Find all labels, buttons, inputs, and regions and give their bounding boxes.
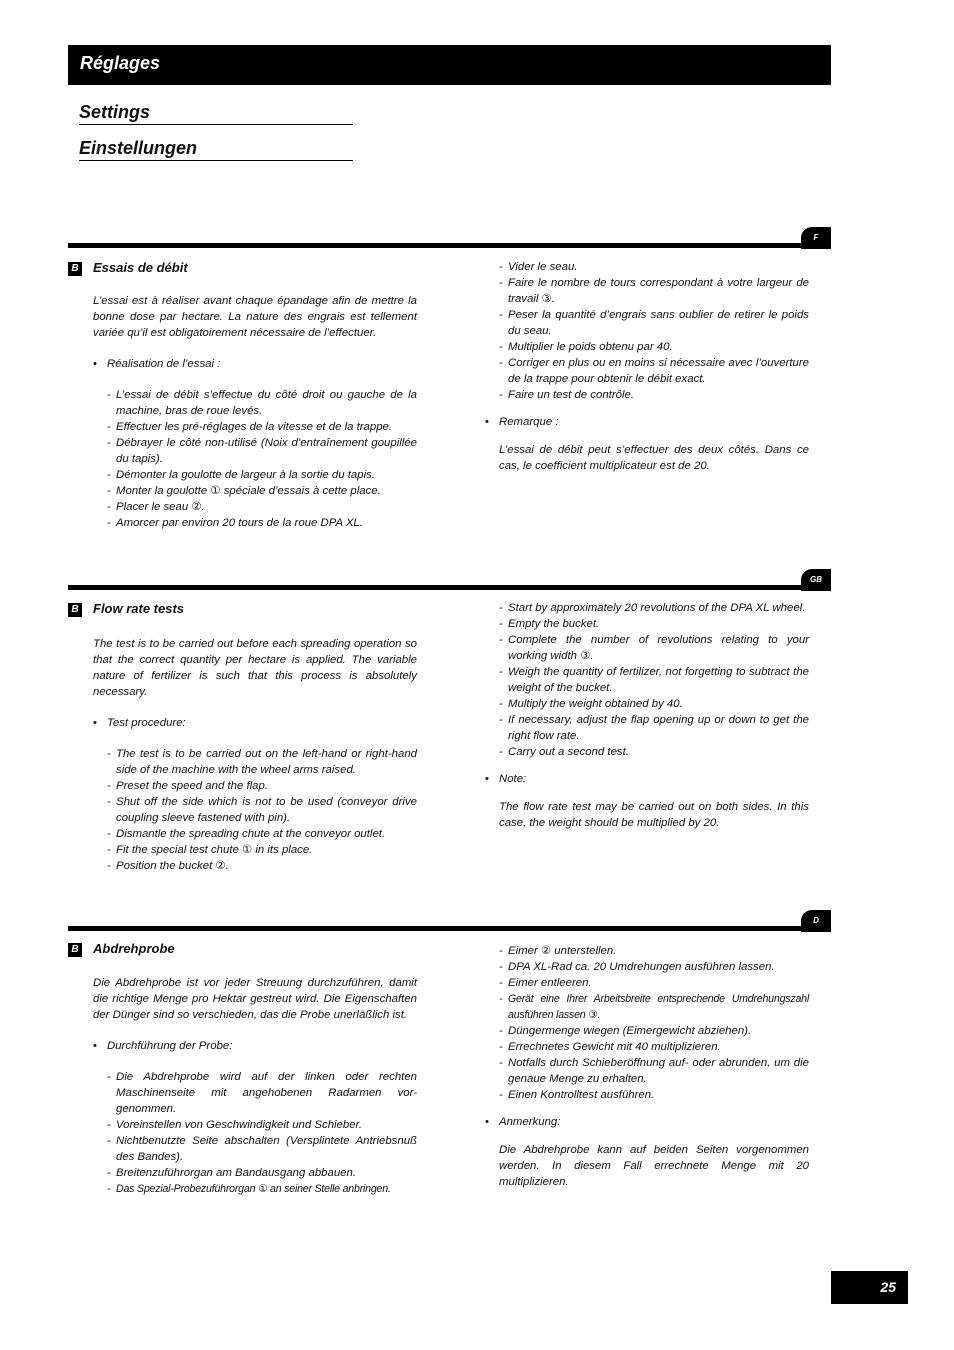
list-item: - Eimer ② unterstellen.: [499, 943, 809, 959]
list-item: - Preset the speed and the flap.: [107, 778, 417, 794]
note-text-gb: The flow rate test may be carried out on both sides. In this case, the weight should be multiplied by 20.: [499, 801, 809, 829]
steps-list-left-fr: [93, 387, 417, 531]
list-item: - Weigh the quantity of fertilizer, not forgetting to subtract the weight of the bucket.: [499, 664, 809, 696]
language-tab-gb: GB: [801, 569, 831, 591]
section-rule-de: [68, 926, 831, 931]
list-item: - Nichtbenutzte Seite abschalten (Versplintete Antriebsnuß des Bandes).: [107, 1133, 417, 1165]
list-item: - Dismantle the spreading chute at the conveyor outlet.: [107, 826, 417, 842]
list-item: - Breitenzuführorgan am Bandausgang abbauen.: [107, 1165, 417, 1181]
steps-list-left-de: [93, 1069, 417, 1197]
list-item: - Gerät eine Ihrer Arbeitsbreite entsprechende Umdrehungszahl ausführen lassen ③.: [499, 991, 809, 1023]
column-right-fr: [485, 259, 809, 474]
list-item: - Start by approximately 20 revolutions of the DPA XL wheel.: [499, 600, 809, 616]
note-label-fr: • Remarque :: [485, 414, 809, 430]
section-badge-fr: B: [68, 262, 82, 276]
list-item: - DPA XL-Rad ca. 20 Umdrehungen ausführen lassen.: [499, 959, 809, 975]
page-number: 25: [831, 1271, 908, 1304]
steps-list-right-gb: [485, 600, 809, 760]
column-left-fr: [93, 293, 417, 531]
intro-text-de: Die Abdrehprobe ist vor jeder Streuung durchzuführen, damit die richtige Menge pro Hektar gestreut wird. Die Eigenschaften der Dünger sind so verschieden, das die Probe unerläßlich ist.: [93, 977, 417, 1021]
intro-text-fr: L’essai est à réaliser avant chaque épandage afin de mettre la bonne dose par hectare. La nature des engrais est tellement variée qu’il est obligatoirement nécessaire de l’effectuer.: [93, 295, 417, 339]
section-heading-fr: Essais de débit: [93, 260, 188, 275]
column-left-de: [93, 975, 417, 1197]
note-label-de: • Anmerkung:: [485, 1114, 809, 1130]
list-item: - L’essai de débit s’effectue du côté droit ou gauche de la machine, bras de roue levés.: [107, 387, 417, 419]
steps-list-right-de: [485, 943, 809, 1103]
list-item: - Multiplier le poids obtenu par 40.: [499, 339, 809, 355]
list-item: - If necessary, adjust the flap opening up or down to get the right flow rate.: [499, 712, 809, 744]
list-item: - Amorcer par environ 20 tours de la roue DPA XL.: [107, 515, 417, 531]
list-item: - Multiply the weight obtained by 40.: [499, 696, 809, 712]
list-item: - Placer le seau ②.: [107, 499, 417, 515]
list-item: - Peser la quantité d’engrais sans oublier de retirer le poids du seau.: [499, 307, 809, 339]
list-item: - Monter la goulotte ① spéciale d’essais à cette place.: [107, 483, 417, 499]
list-item: - Position the bucket ②.: [107, 858, 417, 874]
list-item: - Eimer entleeren.: [499, 975, 809, 991]
list-item: - Faire un test de contrôle.: [499, 387, 809, 403]
list-item: - Düngermenge wiegen (Eimergewicht abziehen).: [499, 1023, 809, 1039]
list-item: - Vider le seau.: [499, 259, 809, 275]
list-item: - Notfalls durch Schieberöffnung auf- oder abrunden, um die genaue Menge zu erhalten.: [499, 1055, 809, 1087]
steps-list-left-gb: [93, 746, 417, 874]
subtitle-german: Einstellungen: [79, 137, 353, 161]
subtitle-english: Settings: [79, 101, 353, 125]
list-item: - Complete the number of revolutions relating to your working width ③.: [499, 632, 809, 664]
section-badge-gb: B: [68, 603, 82, 617]
list-item: - Débrayer le côté non-utilisé (Noix d’entraînement goupillée du tapis).: [107, 435, 417, 467]
list-item: - Fit the special test chute ① in its place.: [107, 842, 417, 858]
note-label-gb: • Note:: [485, 771, 809, 787]
list-item: - Démonter la goulotte de largeur à la sortie du tapis.: [107, 467, 417, 483]
list-item: - Das Spezial-Probezuführorgan ① an seiner Stelle anbringen.: [107, 1181, 417, 1197]
section-rule-fr: [68, 243, 831, 248]
section-rule-gb: [68, 585, 831, 590]
list-item: - Errechnetes Gewicht mit 40 multiplizieren.: [499, 1039, 809, 1055]
language-tab-de: D: [801, 910, 831, 932]
column-right-gb: [485, 600, 809, 831]
column-left-gb: [93, 636, 417, 874]
list-item: - Einen Kontrolltest ausführen.: [499, 1087, 809, 1103]
list-item: - Empty the bucket.: [499, 616, 809, 632]
procedure-label-fr: • Réalisation de l’essai :: [93, 356, 417, 372]
list-item: - Corriger en plus ou en moins si nécessaire avec l’ouverture de la trappe pour obtenir le débit exact.: [499, 355, 809, 387]
column-right-de: [485, 943, 809, 1190]
language-tab-fr: F: [801, 227, 831, 249]
list-item: - Faire le nombre de tours correspondant à votre largeur de travail ③.: [499, 275, 809, 307]
procedure-label-de: • Durchführung der Probe:: [93, 1038, 417, 1054]
section-heading-gb: Flow rate tests: [93, 601, 185, 616]
note-text-fr: L’essai de débit peut s’effectuer des deux côtés. Dans ce cas, le coefficient multiplicateur est de 20.: [499, 444, 809, 472]
list-item: - Voreinstellen von Geschwindigkeit und Schieber.: [107, 1117, 417, 1133]
steps-list-right-fr: [485, 259, 809, 403]
list-item: - Effectuer les pré-réglages de la vitesse et de la trappe.: [107, 419, 417, 435]
intro-text-gb: The test is to be carried out before each spreading operation so that the correct quantity per hectare is applied. The variable nature of fertilizer is such that this process is absolutely necessary.: [93, 638, 417, 698]
page-title: Réglages: [80, 53, 161, 73]
note-text-de: Die Abdrehprobe kann auf beiden Seiten vorgenommen werden. In diesem Fall errechnete Menge mit 20 multiplizieren.: [499, 1144, 809, 1188]
list-item: - Shut off the side which is not to be used (conveyor drive coupling sleeve fastened with pin).: [107, 794, 417, 826]
title-bar: [68, 45, 831, 85]
list-item: - Carry out a second test.: [499, 744, 809, 760]
section-badge-de: B: [68, 943, 82, 957]
list-item: - The test is to be carried out on the left-hand or right-hand side of the machine with the wheel arms raised.: [107, 746, 417, 778]
section-heading-de: Abdrehprobe: [93, 941, 175, 956]
list-item: - Die Abdrehprobe wird auf der linken oder rechten Maschinenseite mit angehobenen Radarmen vor-genommen.: [107, 1069, 417, 1117]
procedure-label-gb: • Test procedure:: [93, 715, 417, 731]
